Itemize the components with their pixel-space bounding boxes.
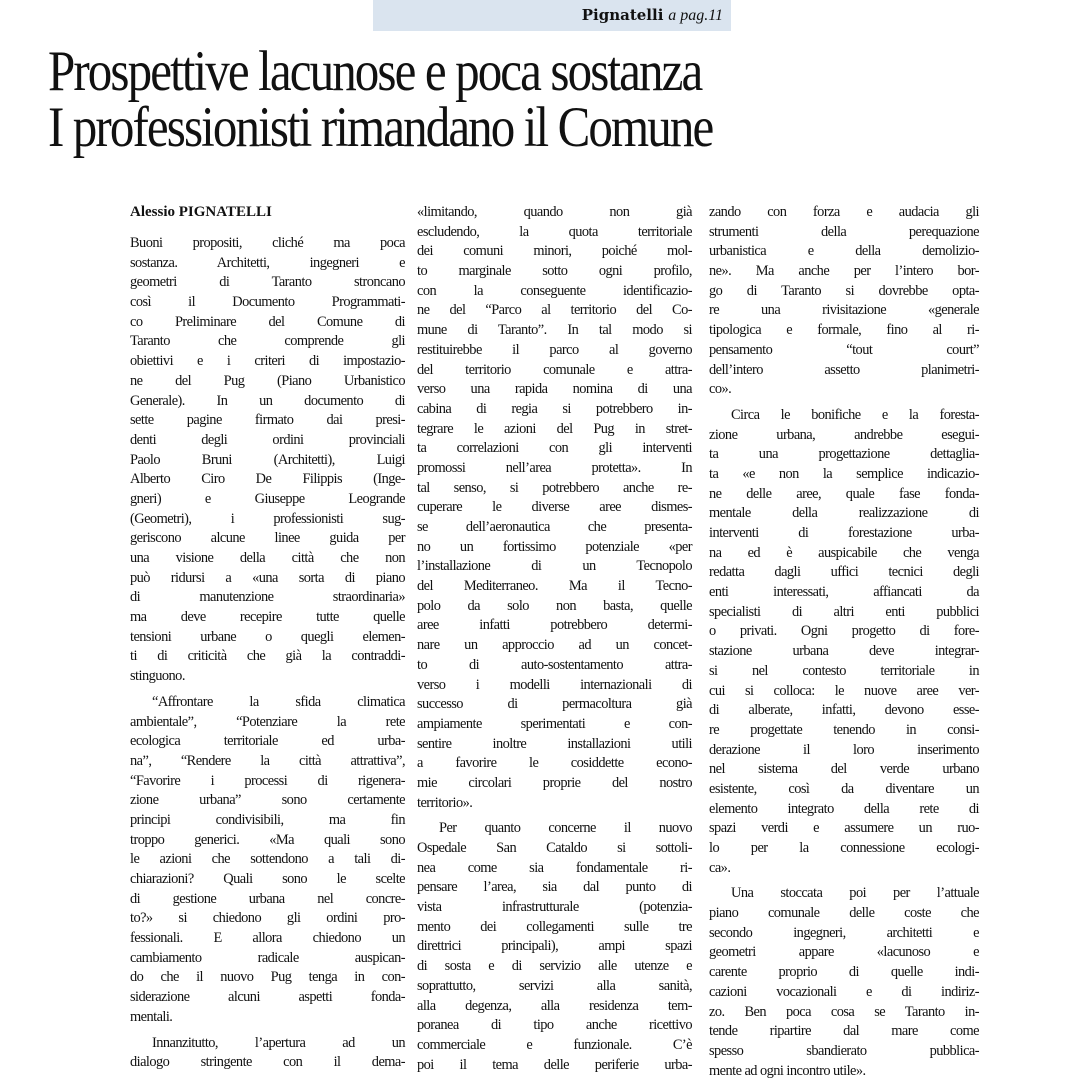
text-line: polo da solo non basta, quelle: [417, 597, 692, 614]
text-line: una visione della città che non: [130, 550, 405, 566]
text-line: pensamento “tout court”: [709, 341, 979, 358]
text-line: to?» si chiedono gli ordini pro-: [130, 910, 405, 927]
text-line: cazioni vocazionali e di indiriz-: [709, 983, 979, 1000]
text-line: di alberate, infatti, devono esse-: [709, 702, 979, 719]
text-line: zando con forza e audacia gli: [709, 204, 979, 220]
page-reference-bar: [373, 0, 731, 31]
text-line: do che il nuovo Pug tenga in con-: [130, 969, 405, 986]
text-line: zo. Ben poca cosa se Taranto in-: [709, 1003, 979, 1020]
reference-author: Pignatelli: [581, 6, 664, 24]
text-line: Circa le bonifiche e la foresta-: [731, 406, 979, 423]
text-line: fessionali. E allora chiedono un: [130, 930, 405, 947]
text-line: siderazione alcuni aspetti fonda-: [130, 989, 405, 1006]
text-line: promossi nell’area protetta». In: [417, 459, 692, 476]
text-line: tende ripartire dal mare come: [709, 1023, 979, 1040]
text-line: redatta dagli uffici tecnici degli: [709, 564, 979, 581]
text-line: con la conseguente identificazio-: [417, 282, 692, 299]
text-line: dell’intero assetto planimetri-: [709, 361, 979, 378]
text-line: ta una progettazione dettaglia-: [709, 446, 979, 463]
text-line: esistente, così da diventare un: [709, 780, 979, 797]
text-line: “Affrontare la sfida climatica: [152, 693, 405, 710]
text-line: cui si colloca: le nuove aree ver-: [709, 682, 979, 699]
text-line: na ed è auspicabile che venga: [709, 544, 979, 561]
text-line: secondo ingegneri, architetti e: [709, 924, 979, 941]
text-line: go di Taranto si dovrebbe opta-: [709, 282, 979, 299]
text-line: l’installazione di un Tecnopolo: [417, 558, 692, 575]
column-2-body: [417, 203, 692, 1075]
article-column-2: [417, 203, 692, 1075]
text-line: pensare l’area, sia dal punto di: [417, 879, 692, 896]
reference-page: a pag.11: [668, 7, 723, 24]
text-line: sette pagine firmato dai presi-: [130, 412, 405, 429]
text-line: to marginale sotto ogni profilo,: [417, 263, 692, 280]
text-line: geometri appare «lacunoso e: [709, 944, 979, 961]
text-line: co Preliminare del Comune di: [130, 313, 405, 330]
text-line: restituirebbe il parco al governo: [417, 341, 692, 358]
text-line: alla degenza, alla residenza tem-: [417, 997, 692, 1014]
text-line: commerciale e funzionale. C’è: [417, 1036, 692, 1053]
text-line: zione urbana” sono certamente: [130, 792, 405, 809]
text-line: (Geometri), i professionisti sug-: [130, 510, 405, 527]
text-line: del territorio comunale e attra-: [417, 361, 692, 378]
text-line: mie circolari proprie del nostro: [417, 774, 692, 791]
text-line: sostanza. Architetti, ingegneri e: [130, 254, 405, 271]
text-line: piano comunale delle coste che: [709, 905, 979, 922]
text-line: mentali.: [130, 1008, 173, 1025]
headline: [48, 40, 1063, 159]
text-line: a favorire le cosiddette econo-: [417, 755, 692, 772]
text-line: di sosta e di servizio alle utenze e: [417, 958, 692, 975]
text-line: ne». Ma anche per l’intero bor-: [709, 263, 979, 280]
text-line: le azioni che sottendono a tali di-: [130, 851, 405, 868]
article-column-1: [130, 203, 405, 1073]
text-line: co».: [709, 381, 732, 398]
text-line: zione urbana, andrebbe esegui-: [709, 426, 979, 443]
text-line: ca».: [709, 859, 731, 876]
text-line: del Mediterraneo. Ma il Tecno-: [417, 578, 692, 595]
text-line: direttrici principali), ampi spazi: [417, 938, 692, 955]
text-line: mentale della realizzazione di: [709, 505, 979, 522]
text-line: interventi di forestazione urba-: [709, 525, 979, 541]
text-line: successo di permacoltura già: [417, 696, 692, 713]
text-line: elemento integrato della rete di: [709, 800, 979, 817]
text-line: o privati. Ogni progetto di fore-: [709, 623, 979, 640]
text-line: sentire inoltre installazioni utili: [417, 735, 692, 752]
text-line: principi condivisibili, ma fin: [130, 811, 405, 828]
text-line: verso una rapida nomina di una: [417, 381, 692, 398]
text-line: ecologica territoriale ed urba-: [130, 733, 405, 750]
byline: Alessio PIGNATELLI: [130, 204, 272, 220]
text-line: escludendo, la quota territoriale: [417, 223, 692, 240]
text-line: soprattutto, servizi alla sanità,: [417, 977, 692, 994]
text-line: Una stoccata poi per l’attuale: [731, 885, 979, 902]
headline-line-1: Prospettive lacunose e poca sostanza: [48, 40, 702, 103]
text-line: ta correlazioni con gli interventi: [417, 440, 692, 457]
text-line: mento dei collegamenti sulle tre: [417, 918, 692, 935]
text-line: ne del Pug (Piano Urbanistico: [130, 372, 405, 389]
text-line: aree infatti potrebbero determi-: [417, 617, 692, 634]
text-line: Per quanto concerne il nuovo: [439, 820, 692, 837]
text-line: territorio».: [417, 794, 473, 811]
text-line: obiettivi e i criteri di impostazio-: [130, 353, 405, 370]
text-line: ne del “Parco al territorio del Co-: [417, 302, 692, 319]
text-line: dialogo stringente con il dema-: [130, 1054, 405, 1071]
text-line: vista infrastrutturale (potenzia-: [417, 899, 692, 916]
text-line: così il Documento Programmati-: [130, 294, 405, 311]
text-line: mune di Taranto”. In tal modo si: [417, 322, 692, 339]
text-line: verso i modelli internazionali di: [417, 676, 692, 693]
text-line: dei comuni minori, poiché mol-: [417, 243, 692, 260]
text-line: nea come sia fondamentale ri-: [417, 859, 692, 876]
text-line: ambientale”, “Potenziare la rete: [130, 713, 405, 730]
text-line: chiarazioni? Quali sono le scelte: [130, 871, 405, 887]
text-line: no un fortissimo potenziale «per: [417, 538, 692, 555]
text-line: poi il tema delle periferie urba-: [417, 1056, 692, 1073]
text-line: ta «e non la semplice indicazio-: [709, 465, 979, 482]
text-line: può ridursi a «una sorta di piano: [130, 569, 405, 586]
article-column-3: [709, 203, 979, 1081]
text-line: nel sistema del verde urbano: [709, 761, 979, 778]
text-line: specialisti di altri enti pubblici: [709, 603, 979, 620]
text-line: tipologica e formale, fino al ri-: [709, 322, 979, 339]
text-line: re progettate tenendo in consi-: [709, 721, 979, 738]
text-line: Generale). In un documento di: [130, 392, 405, 409]
text-line: Alberto Ciro De Filippis (Inge-: [130, 471, 405, 488]
text-line: se dell’aeronautica che presenta-: [417, 519, 692, 535]
text-line: troppo generici. «Ma quali sono: [130, 831, 405, 848]
text-line: stazione urbana deve integrar-: [709, 643, 979, 660]
text-line: denti degli ordini provinciali: [130, 431, 405, 448]
text-line: ti di criticità che già la contraddi-: [130, 648, 405, 665]
column-1-body: [130, 234, 405, 1073]
text-line: nare un approccio ad un concet-: [417, 637, 692, 654]
text-line: cuperare le diverse aree dismes-: [417, 499, 692, 516]
text-line: poranea di tipo anche ricettivo: [417, 1017, 692, 1034]
text-line: geriscono alcune linee guida per: [130, 530, 405, 547]
text-line: Buoni propositi, cliché ma poca: [130, 235, 405, 251]
text-line: cambiamento radicale auspican-: [130, 949, 405, 966]
text-line: ampiamente sperimentati e con-: [417, 715, 692, 732]
text-line: ne delle aree, quale fase fonda-: [709, 485, 979, 502]
text-line: mente ad ogni incontro utile».: [709, 1062, 866, 1079]
text-line: spesso sbandierato pubblica-: [709, 1042, 979, 1059]
column-3-body: [709, 203, 979, 1081]
text-line: si nel contesto territoriale in: [709, 662, 979, 679]
text-line: ma deve recepire tutte quelle: [130, 609, 405, 626]
text-line: gneri) e Giuseppe Leogrande: [130, 490, 405, 507]
text-line: tal senso, si potrebbero anche re-: [417, 479, 692, 496]
text-line: lo per la connessione ecologi-: [709, 840, 979, 856]
text-line: urbanistica e della demolizio-: [709, 243, 979, 260]
text-line: re una rivisitazione «generale: [709, 302, 979, 319]
text-line: di gestione urbana nel concre-: [130, 890, 405, 907]
text-line: spazi verdi e assumere un ruo-: [709, 820, 979, 837]
text-line: Taranto che comprende gli: [130, 333, 405, 350]
text-line: na”, “Rendere la città attrattiva”,: [130, 752, 405, 769]
text-line: di manutenzione straordinaria»: [130, 589, 405, 606]
text-line: tensioni urbane o quegli elemen-: [130, 628, 405, 645]
text-line: enti interessati, affiancati da: [709, 584, 979, 601]
text-line: “Favorire i processi di rigenera-: [130, 772, 405, 789]
text-line: cabina di regia si potrebbero in-: [417, 400, 692, 417]
text-line: «limitando, quando non già: [417, 204, 692, 220]
text-line: to di auto-sostentamento attra-: [417, 656, 692, 673]
text-line: carente proprio di quelle indi-: [709, 964, 979, 981]
text-line: geometri di Taranto stroncano: [130, 274, 405, 291]
text-line: Ospedale San Cataldo si sottoli-: [417, 840, 692, 856]
text-line: stinguono.: [130, 668, 185, 685]
text-line: strumenti della perequazione: [709, 223, 979, 240]
text-line: derazione il loro inserimento: [709, 741, 979, 758]
text-line: Innanzitutto, l’apertura ad un: [152, 1034, 405, 1051]
text-line: tegrare le azioni del Pug in stret-: [417, 420, 692, 437]
headline-line-2: I professionisti rimandano il Comune: [48, 96, 713, 159]
text-line: Paolo Bruni (Architetti), Luigi: [130, 451, 405, 468]
